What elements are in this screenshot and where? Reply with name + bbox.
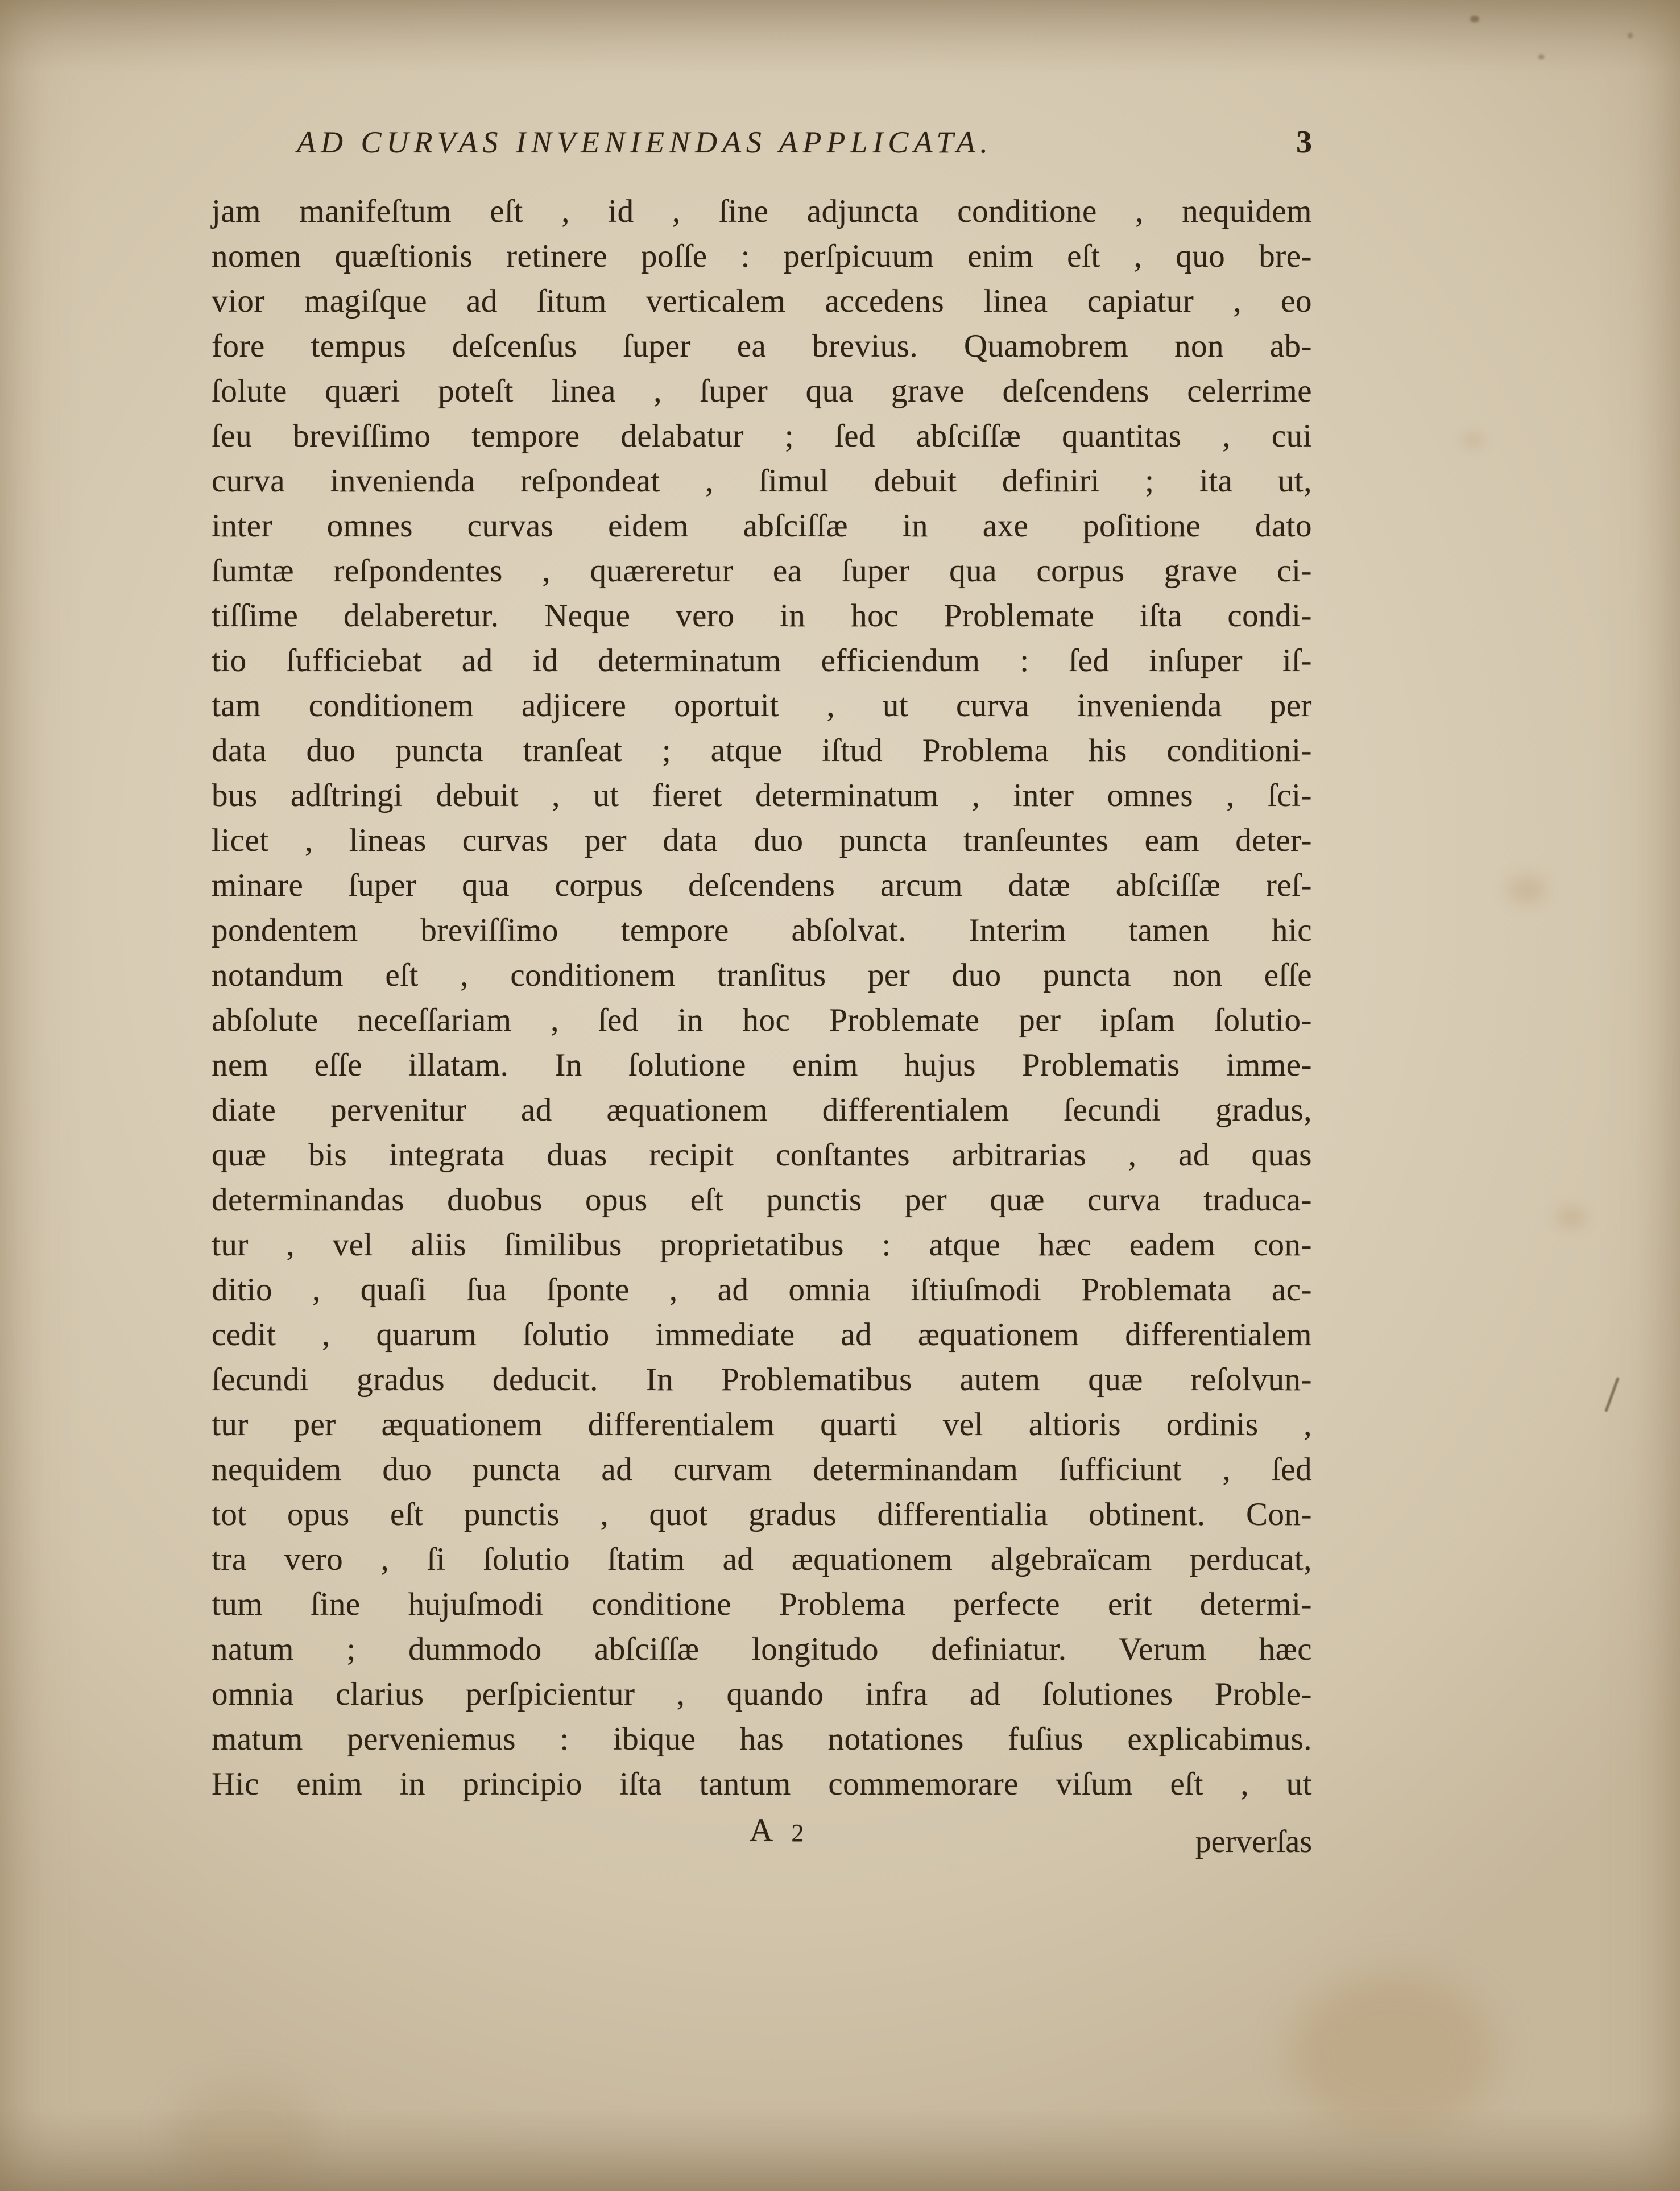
page-number: 3 — [1296, 125, 1312, 160]
text-line: pondentem breviſſimo tempore abſolvat. Interim tamen hic — [212, 912, 1312, 948]
text-line: natum ; dummodo abſciſſæ longitudo definiatur. Verum hæc — [212, 1631, 1312, 1667]
text-line: tum ſine hujuſmodi conditione Problema perfecte erit determi- — [212, 1586, 1312, 1622]
text-line: ſumtæ reſpondentes , quæreretur ea ſuper qua corpus grave ci- — [212, 553, 1312, 589]
text-line: fore tempus deſcenſus ſuper ea brevius. Quamobrem non ab- — [212, 328, 1312, 364]
text-line: tio ſufficiebat ad id determinatum efficiendum : ſed inſuper iſ- — [212, 643, 1312, 679]
text-line: data duo puncta tranſeat ; atque iſtud Problema his conditioni- — [212, 733, 1312, 768]
text-line: curva invenienda reſpondeat , ſimul debuit definiri ; ita ut, — [212, 463, 1312, 499]
text-line: ſeu breviſſimo tempore delabatur ; ſed abſciſſæ quantitas , cui — [212, 418, 1312, 454]
text-line: nequidem duo puncta ad curvam determinandam ſufficiunt , ſed — [212, 1452, 1312, 1487]
text-line: tot opus eſt punctis , quot gradus differentialia obtinent. Con- — [212, 1497, 1312, 1532]
page-footer — [212, 1811, 1312, 1862]
text-line: matum perveniemus : ibique has notationes fuſius explicabimus. — [212, 1721, 1312, 1757]
text-line: tra vero , ſi ſolutio ſtatim ad æquationem algebraïcam perducat, — [212, 1541, 1312, 1577]
text-line: licet , lineas curvas per data duo puncta tranſeuntes eam deter- — [212, 822, 1312, 858]
text-line: tiſſime delaberetur. Neque vero in hoc Problemate iſta condi- — [212, 598, 1312, 634]
text-line: Hic enim in principio iſta tantum commemorare viſum eſt , ut — [212, 1766, 1312, 1802]
text-line: tur per æquationem differentialem quarti vel altioris ordinis , — [212, 1407, 1312, 1442]
text-line: omnia clarius perſpicientur , quando infra ad ſolutiones Proble- — [212, 1676, 1312, 1712]
page-header — [212, 124, 1312, 160]
text-line: vior magiſque ad ſitum verticalem accedens linea capiatur , eo — [212, 283, 1312, 319]
text-line: ſecundi gradus deducit. In Problematibus autem quæ reſolvun- — [212, 1362, 1312, 1398]
text-line: determinandas duobus opus eſt punctis per quæ curva traduca- — [212, 1182, 1312, 1218]
text-line: diate pervenitur ad æquationem differentialem ſecundi gradus, — [212, 1092, 1312, 1128]
text-line: ſolute quæri poteſt linea , ſuper qua grave deſcendens celerrime — [212, 373, 1312, 409]
page-text-block — [212, 124, 1312, 1862]
running-title: AD CURVAS INVENIENDAS APPLICATA. — [297, 125, 993, 159]
text-line: nomen quæſtionis retinere poſſe : perſpicuum enim eſt , quo bre- — [212, 238, 1312, 274]
text-line: jam manifeſtum eſt , id , ſine adjuncta conditione , nequidem — [212, 193, 1312, 229]
body-text — [212, 189, 1312, 1806]
text-line: quæ bis integrata duas recipit conſtantes arbitrarias , ad quas — [212, 1137, 1312, 1173]
text-line: inter omnes curvas eidem abſciſſæ in axe poſitione dato — [212, 508, 1312, 544]
text-line: nem eſſe illatam. In ſolutione enim hujus Problematis imme- — [212, 1047, 1312, 1083]
text-line: ditio , quaſi ſua ſponte , ad omnia iſtiuſmodi Problemata ac- — [212, 1272, 1312, 1308]
text-line: cedit , quarum ſolutio immediate ad æquationem differentialem — [212, 1317, 1312, 1353]
signature-letter: A — [749, 1812, 776, 1849]
text-line: bus adſtringi debuit , ut fieret determinatum , inter omnes , ſci- — [212, 778, 1312, 813]
catchword: perverſas — [1195, 1824, 1312, 1859]
text-line: tur , vel aliis ſimilibus proprietatibus : atque hæc eadem con- — [212, 1227, 1312, 1263]
text-line: tam conditionem adjicere oportuit , ut curva invenienda per — [212, 688, 1312, 724]
text-line: minare ſuper qua corpus deſcendens arcum datæ abſciſſæ reſ- — [212, 867, 1312, 903]
text-line: abſolute neceſſariam , ſed in hoc Problemate per ipſam ſolutio- — [212, 1002, 1312, 1038]
signature-number: 2 — [791, 1819, 806, 1847]
text-line: notandum eſt , conditionem tranſitus per duo puncta non eſſe — [212, 957, 1312, 993]
signature-mark — [750, 1811, 806, 1849]
